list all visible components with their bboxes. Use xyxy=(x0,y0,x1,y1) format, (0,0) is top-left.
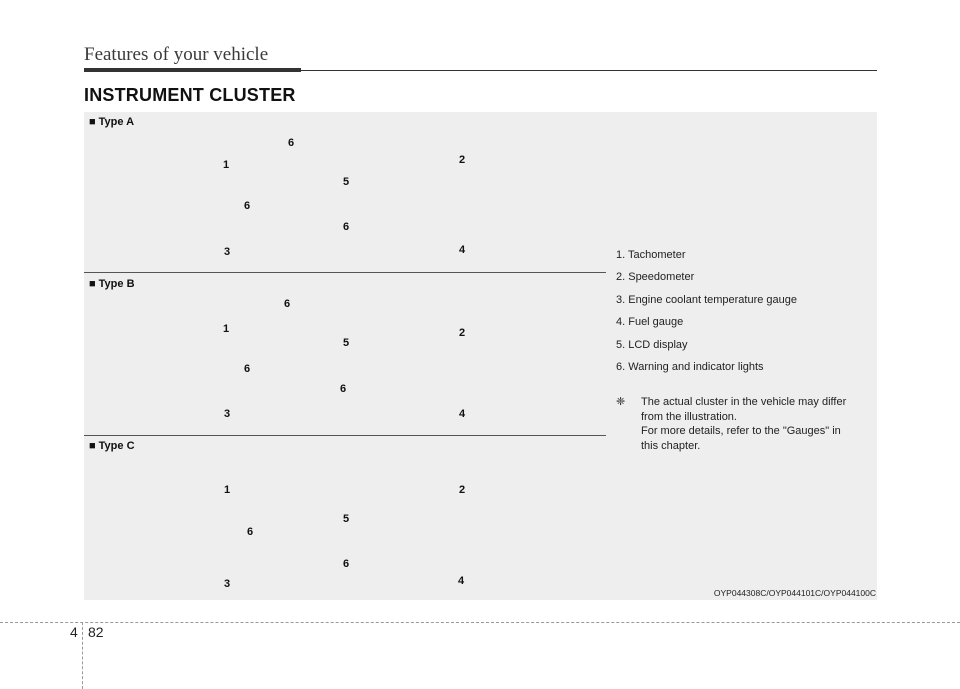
figure-divider xyxy=(84,435,606,436)
callout-number: 3 xyxy=(224,408,231,420)
running-header: Features of your vehicle xyxy=(84,44,269,65)
note-text xyxy=(641,395,878,453)
footer-dashed-rule xyxy=(0,622,960,623)
legend-item-warning-lights: 6. Warning and indicator lights xyxy=(616,360,764,373)
legend-item-speedometer: 2. Speedometer xyxy=(616,271,695,284)
callout-number: 6 xyxy=(244,200,251,212)
square-bullet-icon: ■ xyxy=(89,278,96,290)
note-line: The actual cluster in the vehicle may differ xyxy=(641,396,847,408)
legend-item-lcd-display: 5. LCD display xyxy=(616,338,688,351)
callout-number: 6 xyxy=(343,221,350,233)
callout-number: 2 xyxy=(459,327,466,339)
callout-number: 5 xyxy=(343,176,350,188)
callout-number: 6 xyxy=(343,558,350,570)
callout-number: 3 xyxy=(224,578,231,590)
header-rule-thin xyxy=(301,70,877,71)
callout-number: 1 xyxy=(224,484,231,496)
callout-number: 1 xyxy=(223,323,230,335)
image-code: OYP044308C/OYP044101C/OYP044100C xyxy=(713,588,876,598)
legend-item-tachometer: 1. Tachometer xyxy=(616,249,686,261)
callout-number: 4 xyxy=(458,575,465,587)
legend-list xyxy=(616,248,876,382)
callout-number: 6 xyxy=(288,137,295,149)
note-symbol-icon: ❈ xyxy=(616,396,626,408)
header-rule-thick xyxy=(84,68,301,72)
callout-number: 5 xyxy=(343,513,350,525)
section-title: INSTRUMENT CLUSTER xyxy=(84,85,296,105)
footer-vertical-rule xyxy=(82,622,83,689)
type-c-label: ■ Type C xyxy=(89,440,135,452)
note-line: For more details, refer to the "Gauges" in xyxy=(641,425,841,437)
square-bullet-icon: ■ xyxy=(89,116,96,128)
callout-number: 4 xyxy=(459,244,466,256)
callout-number: 6 xyxy=(247,526,254,538)
callout-number: 5 xyxy=(343,337,350,349)
note-line: this chapter. xyxy=(641,439,701,452)
type-b-label: ■ Type B xyxy=(89,278,135,290)
type-a-label: ■ Type A xyxy=(89,116,135,128)
callout-number: 2 xyxy=(459,154,466,166)
callout-number: 2 xyxy=(459,484,466,496)
chapter-number: 4 xyxy=(70,624,78,640)
note-line: from the illustration. xyxy=(641,410,737,423)
callout-number: 4 xyxy=(459,408,466,420)
callout-number: 6 xyxy=(244,363,251,375)
callout-number: 6 xyxy=(284,298,291,310)
page-number: 82 xyxy=(88,624,104,640)
callout-number: 1 xyxy=(223,159,230,171)
callout-number: 6 xyxy=(340,383,347,395)
legend-item-fuel-gauge: 4. Fuel gauge xyxy=(616,316,684,329)
legend-item-coolant-gauge: 3. Engine coolant temperature gauge xyxy=(616,293,798,306)
figure-divider xyxy=(84,272,606,273)
callout-number: 3 xyxy=(224,246,231,258)
square-bullet-icon: ■ xyxy=(89,440,96,452)
cluster-note xyxy=(616,395,878,453)
